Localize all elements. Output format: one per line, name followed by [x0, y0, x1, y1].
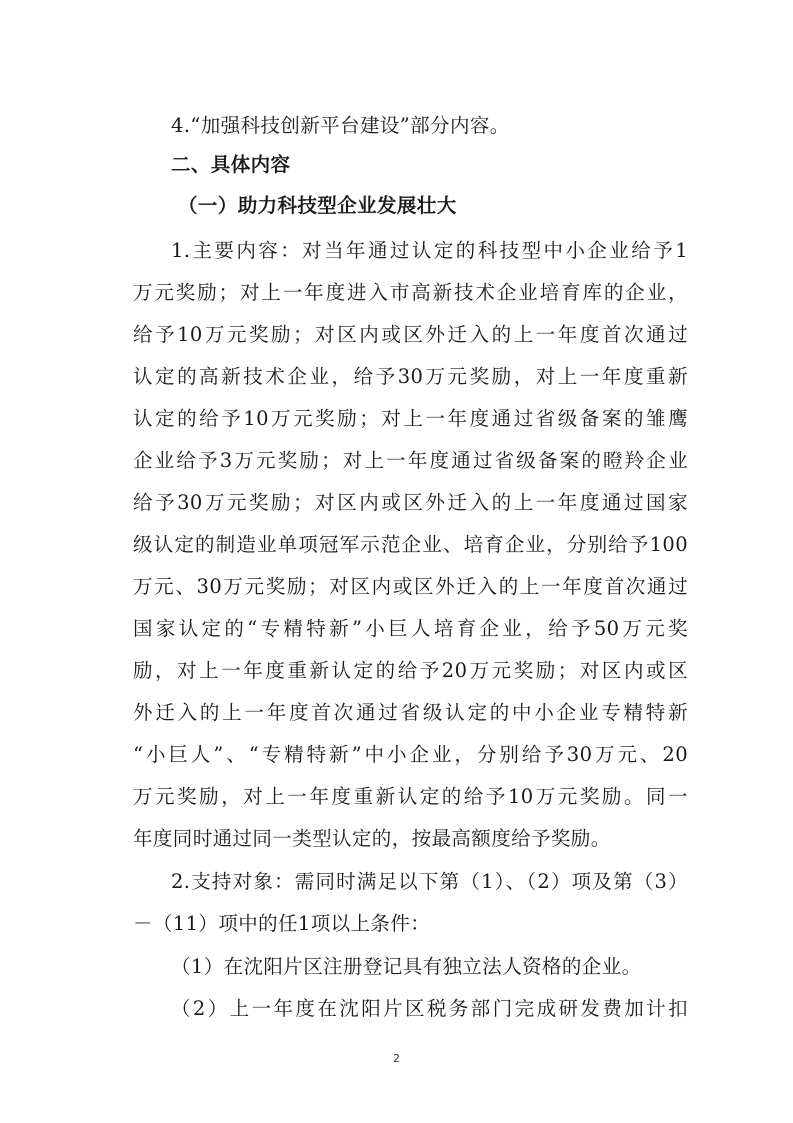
paragraph-line: －（11）项中的任1项以上条件： [133, 912, 431, 935]
paragraph-line: 企业给予3万元奖励；对上一年度通过省级备案的瞪羚企业 [133, 449, 688, 472]
paragraph-line: 给予30万元奖励；对区内或区外迁入的上一年度通过国家 [133, 491, 688, 514]
paragraph-line: 励，对上一年度重新认定的给予20万元奖励；对区内或区 [133, 659, 688, 682]
paragraph-line-support-target: 2.支持对象：需同时满足以下第（1）、（2）项及第（3） [171, 870, 688, 893]
section-heading-specific-content: 二、具体内容 [171, 153, 291, 176]
paragraph-line: 给予10万元奖励；对区内或区外迁入的上一年度首次通过 [133, 323, 688, 346]
paragraph-line: 认定的给予10万元奖励；对上一年度通过省级备案的雏鹰 [133, 407, 688, 430]
paragraph-line: 级认定的制造业单项冠军示范企业、培育企业，分别给予100 [133, 533, 688, 556]
paragraph-line: 外迁入的上一年度首次通过省级认定的中小企业专精特新 [133, 701, 688, 724]
page-number: 2 [393, 1052, 400, 1065]
paragraph-line: 万元奖励，对上一年度重新认定的给予10万元奖励。同一 [133, 785, 688, 808]
paragraph-line: “小巨人”、“专精特新”中小企业，分别给予30万元、20 [133, 743, 688, 766]
condition-item-1: （1）在沈阳片区注册登记具有独立法人资格的企业。 [171, 955, 642, 978]
paragraph-line: 万元、30万元奖励；对区内或区外迁入的上一年度首次通过 [133, 575, 688, 598]
condition-item-2: （2）上一年度在沈阳片区税务部门完成研发费加计扣 [171, 997, 688, 1020]
paragraph-line: 1.主要内容：对当年通过认定的科技型中小企业给予1 [171, 239, 688, 262]
paragraph-line: 国家认定的“专精特新”小巨人培育企业，给予50万元奖 [133, 617, 688, 640]
list-item-platform-construction: 4.“加强科技创新平台建设”部分内容。 [171, 114, 510, 137]
subsection-heading-tech-enterprise: （一）助力科技型企业发展壮大 [178, 194, 457, 217]
paragraph-line: 年度同时通过同一类型认定的，按最高额度给予奖励。 [133, 827, 611, 850]
paragraph-line: 认定的高新技术企业，给予30万元奖励，对上一年度重新 [133, 365, 688, 388]
paragraph-line: 万元奖励；对上一年度进入市高新技术企业培育库的企业， [133, 281, 688, 304]
